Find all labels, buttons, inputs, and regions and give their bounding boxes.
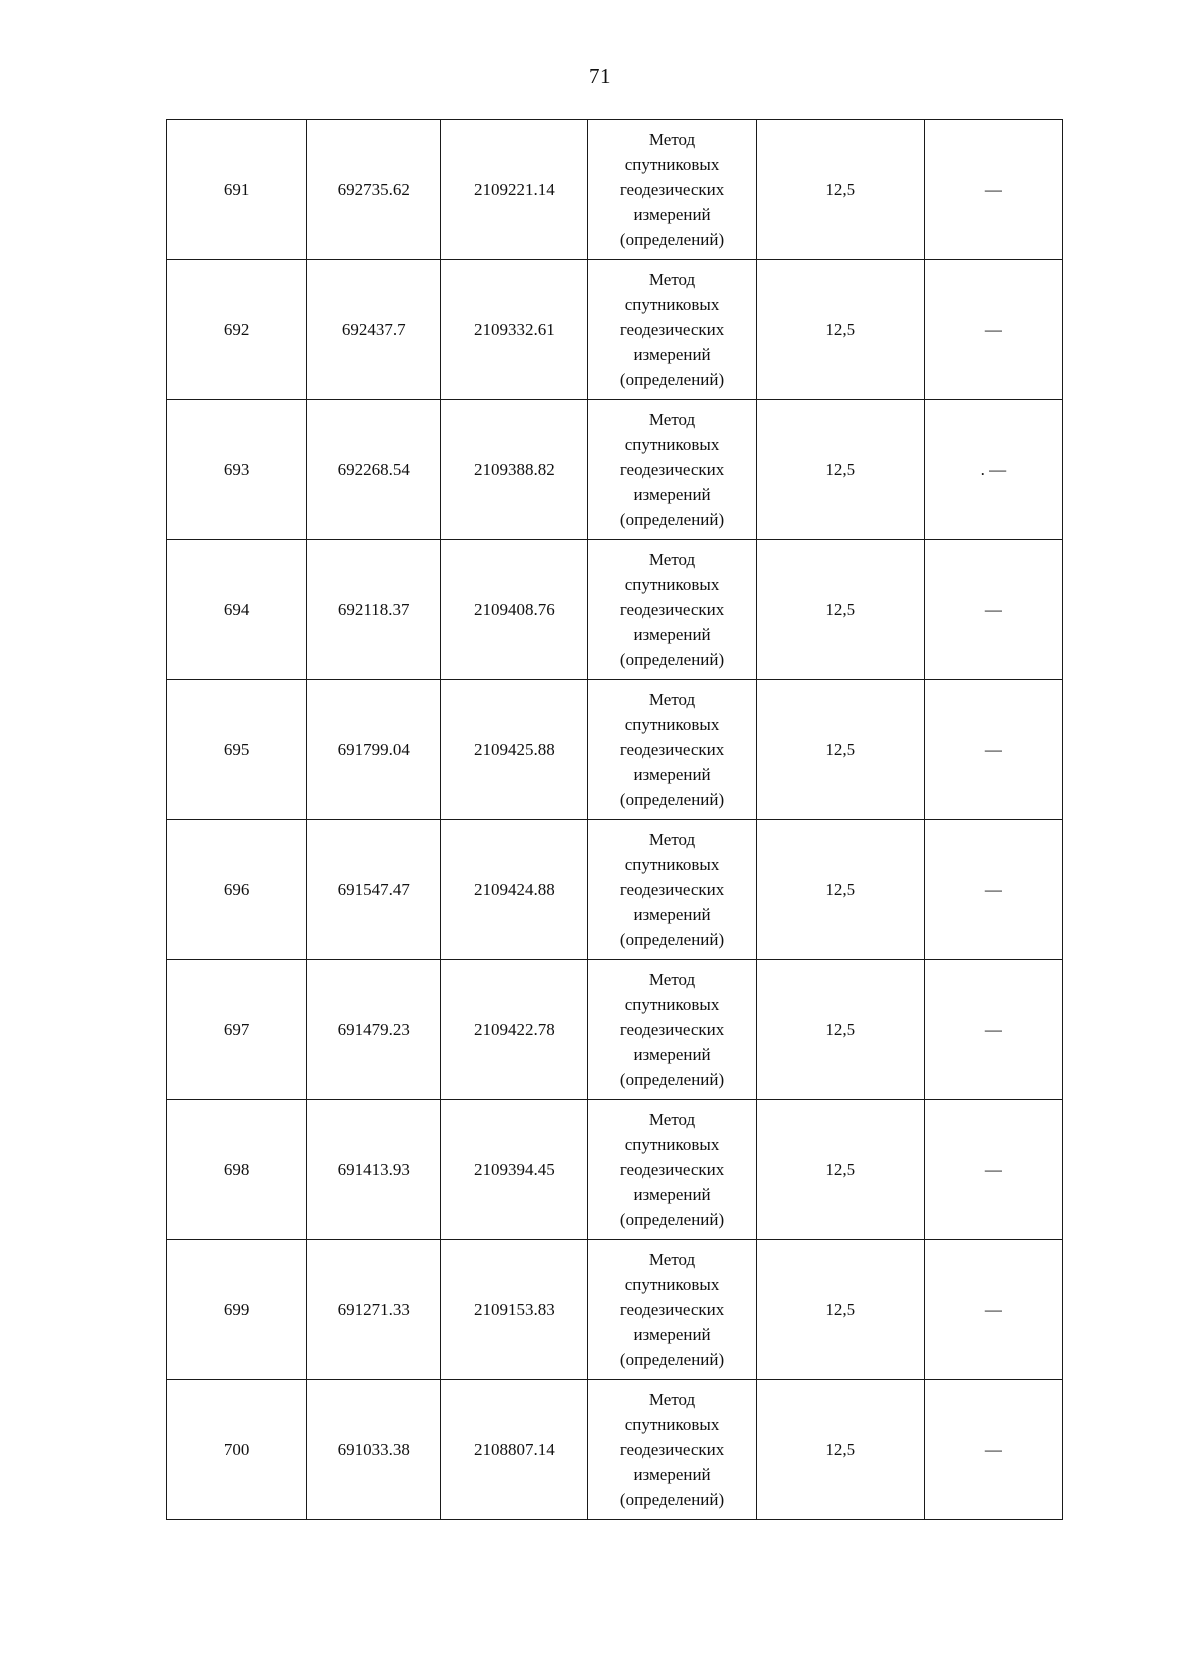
table-row — [167, 820, 1063, 960]
description-cell — [924, 120, 1062, 260]
accuracy-value: 12,5 — [756, 960, 924, 1100]
method-cell — [588, 820, 756, 960]
x-coordinate: 691271.33 — [307, 1240, 441, 1380]
description-value: — — [984, 1440, 1002, 1459]
accuracy-value: 12,5 — [756, 1380, 924, 1520]
point-number: 695 — [167, 680, 307, 820]
method-cell — [588, 960, 756, 1100]
method-line: измерений — [633, 1465, 711, 1484]
method-line: измерений — [633, 625, 711, 644]
point-number: 699 — [167, 1240, 307, 1380]
description-cell — [924, 1100, 1062, 1240]
method-cell — [588, 680, 756, 820]
method-line: измерений — [633, 905, 711, 924]
table-row — [167, 960, 1063, 1100]
y-coordinate: 2109388.82 — [441, 400, 588, 540]
point-number: 696 — [167, 820, 307, 960]
y-coordinate: 2108807.14 — [441, 1380, 588, 1520]
description-cell — [924, 680, 1062, 820]
method-line: (определений) — [619, 510, 725, 529]
x-coordinate: 692735.62 — [307, 120, 441, 260]
method-cell — [588, 1380, 756, 1520]
method-line: спутниковых — [624, 715, 720, 734]
method-line: измерений — [633, 345, 711, 364]
table-row — [167, 120, 1063, 260]
method-line: спутниковых — [624, 855, 720, 874]
method-line: измерений — [633, 1045, 711, 1064]
method-line: спутниковых — [624, 155, 720, 174]
description-cell — [924, 1240, 1062, 1380]
table-row — [167, 680, 1063, 820]
description-cell — [924, 540, 1062, 680]
x-coordinate: 692268.54 — [307, 400, 441, 540]
method-line: геодезических — [619, 320, 725, 339]
description-value: — — [984, 1300, 1002, 1319]
method-cell — [588, 1240, 756, 1380]
method-line: (определений) — [619, 230, 725, 249]
y-coordinate: 2109422.78 — [441, 960, 588, 1100]
method-line: спутниковых — [624, 1275, 720, 1294]
accuracy-value: 12,5 — [756, 1100, 924, 1240]
method-line: (определений) — [619, 1350, 725, 1369]
method-line: измерений — [633, 765, 711, 784]
method-line: геодезических — [619, 180, 725, 199]
method-line: геодезических — [619, 460, 725, 479]
method-line: геодезических — [619, 880, 725, 899]
method-line: спутниковых — [624, 995, 720, 1014]
x-coordinate: 692118.37 — [307, 540, 441, 680]
method-line: Метод — [648, 830, 696, 849]
description-cell — [924, 1380, 1062, 1520]
method-line: измерений — [633, 1325, 711, 1344]
x-coordinate: 692437.7 — [307, 260, 441, 400]
method-line: спутниковых — [624, 1415, 720, 1434]
description-value: — — [984, 320, 1002, 339]
method-line: (определений) — [619, 1070, 725, 1089]
x-coordinate: 691547.47 — [307, 820, 441, 960]
method-line: (определений) — [619, 370, 725, 389]
method-line: спутниковых — [624, 1135, 720, 1154]
accuracy-value: 12,5 — [756, 680, 924, 820]
y-coordinate: 2109153.83 — [441, 1240, 588, 1380]
method-line: Метод — [648, 130, 696, 149]
description-value: — — [984, 600, 1002, 619]
point-number: 694 — [167, 540, 307, 680]
description-value: — — [984, 880, 1002, 899]
method-cell — [588, 1100, 756, 1240]
method-line: (определений) — [619, 790, 725, 809]
method-cell — [588, 120, 756, 260]
table-row — [167, 260, 1063, 400]
method-cell — [588, 540, 756, 680]
x-coordinate: 691033.38 — [307, 1380, 441, 1520]
table-row — [167, 1100, 1063, 1240]
accuracy-value: 12,5 — [756, 400, 924, 540]
method-line: Метод — [648, 1110, 696, 1129]
table-row — [167, 1240, 1063, 1380]
method-line: измерений — [633, 205, 711, 224]
method-line: (определений) — [619, 650, 725, 669]
accuracy-value: 12,5 — [756, 1240, 924, 1380]
accuracy-value: 12,5 — [756, 820, 924, 960]
table-row — [167, 1380, 1063, 1520]
description-value: — — [984, 740, 1002, 759]
method-line: Метод — [648, 690, 696, 709]
x-coordinate: 691479.23 — [307, 960, 441, 1100]
method-line: (определений) — [619, 1210, 725, 1229]
y-coordinate: 2109424.88 — [441, 820, 588, 960]
method-line: измерений — [633, 1185, 711, 1204]
y-coordinate: 2109408.76 — [441, 540, 588, 680]
method-line: (определений) — [619, 930, 725, 949]
method-line: Метод — [648, 550, 696, 569]
y-coordinate: 2109425.88 — [441, 680, 588, 820]
method-line: геодезических — [619, 1020, 725, 1039]
description-value: — — [984, 1160, 1002, 1179]
accuracy-value: 12,5 — [756, 260, 924, 400]
method-line: спутниковых — [624, 295, 720, 314]
description-value: — — [984, 180, 1002, 199]
y-coordinate: 2109394.45 — [441, 1100, 588, 1240]
accuracy-value: 12,5 — [756, 540, 924, 680]
method-line: геодезических — [619, 1300, 725, 1319]
method-line: измерений — [633, 485, 711, 504]
method-cell — [588, 260, 756, 400]
method-line: Метод — [648, 1250, 696, 1269]
description-value: — — [984, 1020, 1002, 1039]
method-line: Метод — [648, 410, 696, 429]
point-number: 697 — [167, 960, 307, 1100]
point-number: 692 — [167, 260, 307, 400]
accuracy-value: 12,5 — [756, 120, 924, 260]
method-line: Метод — [648, 970, 696, 989]
x-coordinate: 691799.04 — [307, 680, 441, 820]
description-value: . — — [980, 460, 1007, 479]
point-number: 698 — [167, 1100, 307, 1240]
method-line: геодезических — [619, 1440, 725, 1459]
method-line: спутниковых — [624, 575, 720, 594]
method-line: геодезических — [619, 600, 725, 619]
point-number: 691 — [167, 120, 307, 260]
x-coordinate: 691413.93 — [307, 1100, 441, 1240]
table-row — [167, 400, 1063, 540]
coordinates-table — [166, 119, 1063, 1520]
y-coordinate: 2109332.61 — [441, 260, 588, 400]
method-line: геодезических — [619, 740, 725, 759]
y-coordinate: 2109221.14 — [441, 120, 588, 260]
method-line: Метод — [648, 270, 696, 289]
method-line: Метод — [648, 1390, 696, 1409]
description-cell — [924, 960, 1062, 1100]
method-cell — [588, 400, 756, 540]
point-number: 700 — [167, 1380, 307, 1520]
method-line: (определений) — [619, 1490, 725, 1509]
description-cell — [924, 400, 1062, 540]
method-line: спутниковых — [624, 435, 720, 454]
point-number: 693 — [167, 400, 307, 540]
method-line: геодезических — [619, 1160, 725, 1179]
description-cell — [924, 820, 1062, 960]
page-number: 71 — [589, 64, 611, 88]
table-row — [167, 540, 1063, 680]
description-cell — [924, 260, 1062, 400]
